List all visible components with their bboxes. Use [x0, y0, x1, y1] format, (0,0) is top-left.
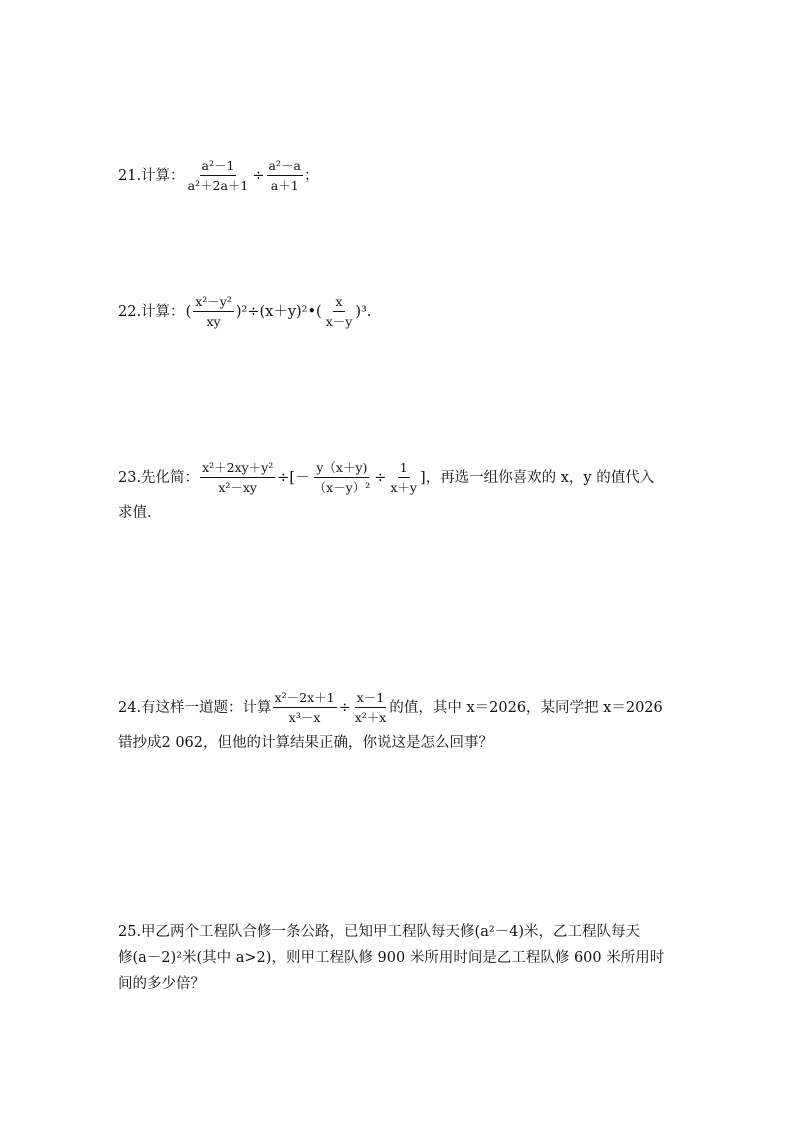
fraction-24-2 — [353, 690, 389, 725]
fraction-numerator: x²－2x＋1 — [273, 690, 337, 708]
divide-symbol: ÷ — [374, 469, 387, 486]
fraction-21-2 — [267, 158, 303, 193]
fraction-numerator: a²－a — [267, 158, 303, 176]
fraction-numerator: x — [333, 294, 344, 312]
question-24-label: 24.有这样一道题：计算 — [118, 699, 272, 716]
question-25 — [118, 922, 702, 994]
question-21 — [118, 158, 702, 193]
question-21-label: 21.计算： — [118, 167, 185, 184]
open-paren: ( — [185, 303, 192, 320]
question-25-line-3: 间的多少倍？ — [118, 976, 205, 992]
question-22 — [118, 294, 702, 329]
fraction-denominator: x²＋x — [354, 710, 387, 725]
fraction-21-1 — [186, 158, 251, 193]
question-21-tail: ； — [303, 167, 319, 184]
fraction-numerator: y（x＋y) — [314, 460, 369, 478]
fraction-denominator: x³－x — [288, 710, 321, 725]
fraction-numerator: 1 — [398, 460, 410, 478]
question-24-line-2: 错抄成2 062，但他的计算结果正确，你说这是怎么回事？ — [118, 735, 494, 751]
fraction-22-2 — [324, 294, 355, 329]
question-24 — [118, 690, 702, 753]
fraction-numerator: x－1 — [355, 690, 387, 708]
fraction-denominator: x²－xy — [218, 480, 257, 495]
question-22-label: 22.计算： — [118, 303, 185, 320]
fraction-denominator: a＋1 — [270, 178, 299, 193]
fraction-23-3 — [388, 460, 419, 495]
question-25-line-1: 25.甲乙两个工程队合修一条公路，已知甲工程队每天修(a²－4)米，乙工程队每天 — [118, 924, 641, 940]
question-23-tail: ]，再选一组你喜欢的 x，y 的值代入 — [419, 469, 655, 486]
fraction-numerator: x²＋2xy＋y² — [200, 460, 275, 478]
question-24-line-1 — [118, 690, 702, 725]
fraction-23-1 — [200, 460, 275, 495]
fraction-23-2 — [312, 460, 373, 495]
question-23-line-2: 求值. — [118, 505, 152, 521]
question-24-tail: 的值，其中 x＝2026，某同学把 x＝2026 — [389, 699, 663, 716]
question-22-middle-expression: )²÷(x＋y)²•( — [235, 303, 322, 320]
question-22-line — [118, 294, 702, 329]
question-23-middle-expression: ÷[－ — [277, 469, 310, 486]
question-23-line-1 — [118, 460, 702, 495]
fraction-denominator: （x－y）² — [313, 480, 371, 495]
fraction-numerator: a²－1 — [200, 158, 237, 176]
question-23 — [118, 460, 702, 523]
fraction-24-1 — [273, 690, 337, 725]
fraction-22-1 — [193, 294, 234, 329]
fraction-denominator: a²＋2a＋1 — [187, 178, 249, 193]
fraction-numerator: x²－y² — [193, 294, 234, 312]
question-23-label: 23.先化简： — [118, 469, 200, 486]
divide-symbol: ÷ — [252, 167, 265, 184]
fraction-denominator: x－y — [325, 314, 353, 329]
question-25-line-2: 修(a－2)²米(其中 a>2)，则甲工程队修 900 米所用时间是乙工程队修 600 米所用时 — [118, 950, 665, 966]
question-22-tail: )³. — [355, 303, 372, 320]
fraction-denominator: x＋y — [390, 480, 417, 495]
question-21-line — [118, 158, 702, 193]
fraction-denominator: xy — [206, 314, 221, 329]
divide-symbol: ÷ — [338, 699, 351, 716]
